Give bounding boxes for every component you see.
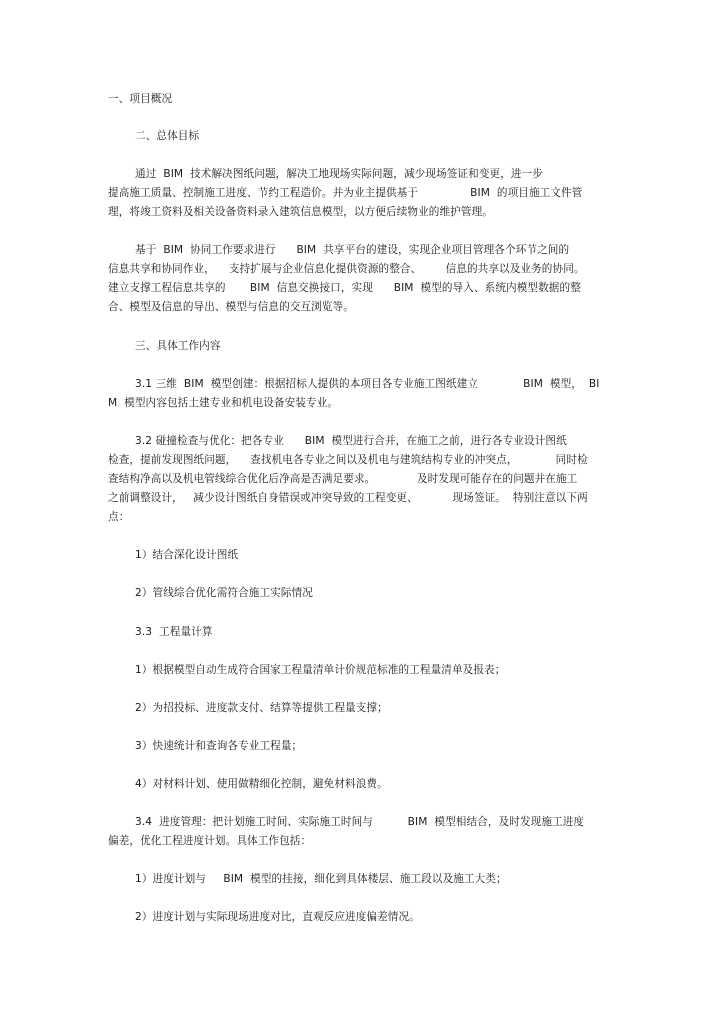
paragraph-line: 3.1 三维 BIM 模型创建：根据招标人提供的本项目各专业施工图纸建立 BIM 模型， BI bbox=[135, 378, 600, 390]
paragraph-line: 偏差，优化工程进度计划。具体工作包括： bbox=[108, 835, 312, 847]
paragraph-line: 检查，提前发现图纸问题， 查找机电各专业之间以及机电与建筑结构专业的冲突点， 同时检 bbox=[108, 454, 588, 466]
paragraph-line: 信息共享和协同作业， 支持扩展与企业信息化提供资源的整合、 信息的共享以及业务的协同。 bbox=[108, 263, 585, 275]
paragraph-line: 理，将竣工资料及相关设备资料录入建筑信息模型，以方便后续物业的维护管理。 bbox=[108, 206, 493, 218]
paragraph-line: 点： bbox=[108, 511, 130, 523]
paragraph-line: 之前调整设计， 减少设计图纸自身错误或冲突导致的工程变更、 现场签证。 特别注意以下两 bbox=[108, 492, 588, 504]
list-item: 2）为招投标、进度款支付、结算等提供工程量支撑； bbox=[135, 702, 388, 714]
paragraph-line: M 模型内容包括土建专业和机电设备安装专业。 bbox=[108, 397, 339, 409]
paragraph-line: 建立支撑工程信息共享的 BIM 信息交换接口，实现 BIM 模型的导入、系统内模型数据的整 bbox=[108, 282, 581, 294]
paragraph-line: 3.2 碰撞检查与优化：把各专业 BIM 模型进行合并，在施工之前，进行各专业设计图纸 bbox=[135, 435, 567, 447]
list-item: 1）结合深化设计图纸 bbox=[135, 549, 239, 561]
paragraph-line: 合、模型及信息的导出、模型与信息的交互浏览等。 bbox=[108, 301, 354, 313]
list-item: 1）根据模型自动生成符合国家工程量清单计价规范标准的工程量清单及报表； bbox=[135, 664, 506, 676]
paragraph-line: 提高施工质量、控制施工进度、节约工程造价。并为业主提供基于 BIM 的项目施工文件管 bbox=[108, 187, 583, 199]
section-heading-3: 三、具体工作内容 bbox=[135, 340, 221, 352]
list-item: 4）对材料计划、使用做精细化控制，避免材料浪费。 bbox=[135, 778, 388, 790]
section-heading-2: 二、总体目标 bbox=[135, 130, 200, 142]
list-item: 2）管线综合优化需符合施工实际情况 bbox=[135, 587, 313, 599]
paragraph-line: 基于 BIM 协同工作要求进行 BIM 共享平台的建设，实现企业项目管理各个环节之间的 bbox=[135, 244, 570, 256]
section-heading-1: 一、项目概况 bbox=[108, 93, 173, 105]
paragraph-line: 通过 BIM 技术解决图纸问题，解决工地现场实际问题，减少现场签证和变更，进一步 bbox=[135, 168, 543, 180]
list-item: 2）进度计划与实际现场进度对比，直观反应进度偏差情况。 bbox=[135, 911, 420, 923]
paragraph-line: 3.4 进度管理：把计划施工时间、实际施工时间与 BIM 模型相结合，及时发现施工进度 bbox=[135, 816, 585, 828]
list-item: 1）进度计划与 BIM 模型的挂接，细化到具体楼层、施工段以及施工大类； bbox=[135, 873, 507, 885]
paragraph-line: 查结构净高以及机电管线综合优化后净高是否满足要求。 及时发现可能存在的问题并在施工 bbox=[108, 473, 578, 485]
list-item: 3）快速统计和查询各专业工程量； bbox=[135, 740, 303, 752]
subsection-heading: 3.3 工程量计算 bbox=[135, 626, 213, 638]
